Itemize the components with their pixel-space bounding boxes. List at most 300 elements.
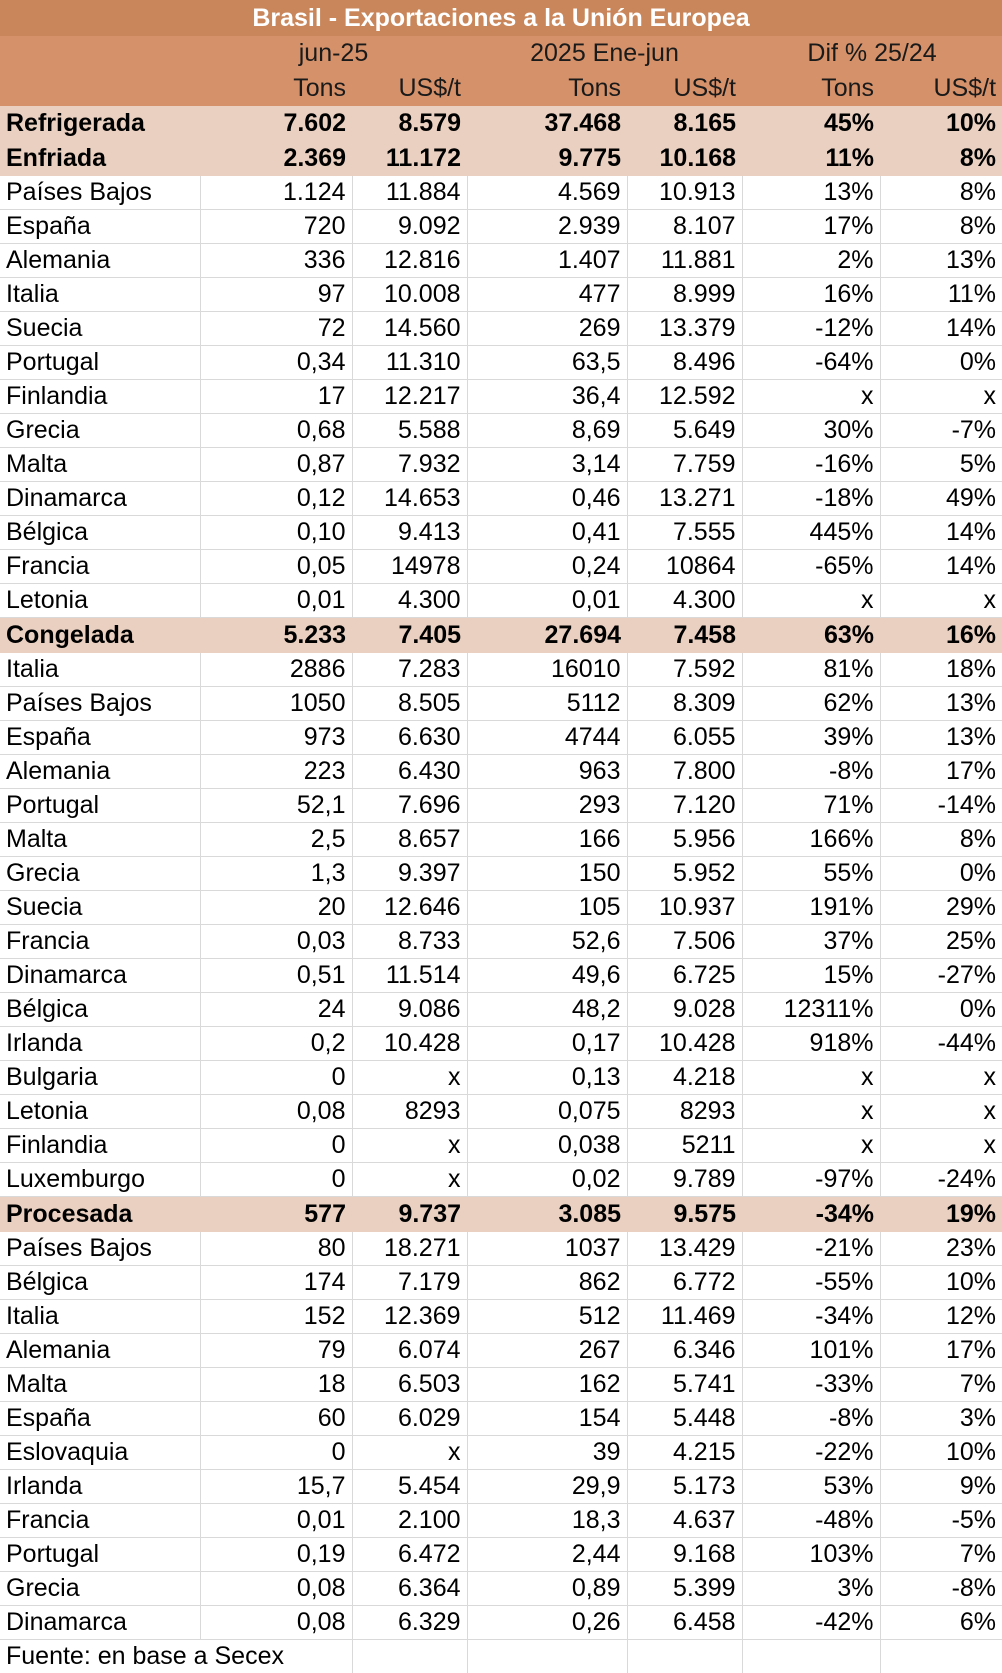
- period-header-row: [0, 36, 1002, 71]
- ytd-usd-per-ton: 8.999: [627, 278, 742, 312]
- ytd-usd-per-ton: 7.120: [627, 789, 742, 823]
- country-name: Italia: [0, 278, 200, 312]
- country-name: Malta: [0, 823, 200, 857]
- diff-tons: -16%: [742, 448, 880, 482]
- ytd-usd-per-ton: 4.215: [627, 1436, 742, 1470]
- diff-usd-per-ton: -44%: [880, 1027, 1002, 1061]
- ytd-tons: 0,46: [467, 482, 627, 516]
- diff-usd-per-ton: 14%: [880, 516, 1002, 550]
- diff-usd-per-ton: x: [880, 1061, 1002, 1095]
- jun-tons: 0,08: [200, 1572, 352, 1606]
- ytd-usd-per-ton: 4.300: [627, 584, 742, 618]
- jun-tons: 17: [200, 380, 352, 414]
- jun-tons: 0,87: [200, 448, 352, 482]
- footer-cell: [352, 1640, 467, 1673]
- jun-usd-per-ton: 9.397: [352, 857, 467, 891]
- table-row: [0, 789, 1002, 823]
- jun-tons: 1.124: [200, 176, 352, 210]
- diff-usd-per-ton: x: [880, 584, 1002, 618]
- diff-tons: 103%: [742, 1538, 880, 1572]
- jun-usd-per-ton: 9.092: [352, 210, 467, 244]
- ytd-tons: 0,89: [467, 1572, 627, 1606]
- diff-tons: -65%: [742, 550, 880, 584]
- diff-usd-per-ton: 7%: [880, 1538, 1002, 1572]
- diff-usd-per-ton: -5%: [880, 1504, 1002, 1538]
- table-row: [0, 891, 1002, 925]
- jun-tons: 223: [200, 755, 352, 789]
- jun-tons: 720: [200, 210, 352, 244]
- jun-tons: 0,10: [200, 516, 352, 550]
- ytd-tons: 0,24: [467, 550, 627, 584]
- diff-tons: 71%: [742, 789, 880, 823]
- diff-tons: -8%: [742, 1402, 880, 1436]
- diff-usd-per-ton: 8%: [880, 141, 1002, 176]
- ytd-usd-per-ton: 5211: [627, 1129, 742, 1163]
- footer-cell: [467, 1640, 627, 1673]
- ytd-tons: 16010: [467, 653, 627, 687]
- ytd-tons: 39: [467, 1436, 627, 1470]
- jun-usd-per-ton: 2.100: [352, 1504, 467, 1538]
- jun-usd-per-ton: 6.630: [352, 721, 467, 755]
- ytd-tons: 862: [467, 1266, 627, 1300]
- jun-tons: 0,01: [200, 584, 352, 618]
- table-row: [0, 1538, 1002, 1572]
- table-row: [0, 1027, 1002, 1061]
- ytd-usd-per-ton: 7.592: [627, 653, 742, 687]
- jun-usd-per-ton: 10.428: [352, 1027, 467, 1061]
- table-row: [0, 687, 1002, 721]
- ytd-tons: 0,17: [467, 1027, 627, 1061]
- jun-tons: 2.369: [200, 141, 352, 176]
- diff-tons: -12%: [742, 312, 880, 346]
- ytd-usd-per-ton: 10864: [627, 550, 742, 584]
- ytd-tons: 3,14: [467, 448, 627, 482]
- diff-tons: x: [742, 1095, 880, 1129]
- header-usd-per-ton: US$/t: [880, 71, 1002, 106]
- table-row: [0, 414, 1002, 448]
- jun-tons: 0,08: [200, 1606, 352, 1640]
- ytd-usd-per-ton: 5.173: [627, 1470, 742, 1504]
- ytd-usd-per-ton: 7.458: [627, 618, 742, 654]
- diff-tons: -8%: [742, 755, 880, 789]
- table-row: [0, 721, 1002, 755]
- diff-tons: 11%: [742, 141, 880, 176]
- diff-usd-per-ton: 8%: [880, 210, 1002, 244]
- ytd-tons: 269: [467, 312, 627, 346]
- jun-tons: 0,68: [200, 414, 352, 448]
- diff-tons: 918%: [742, 1027, 880, 1061]
- source-note: Fuente: en base a Secex: [0, 1640, 352, 1673]
- diff-tons: x: [742, 380, 880, 414]
- diff-usd-per-ton: -7%: [880, 414, 1002, 448]
- ytd-usd-per-ton: 5.649: [627, 414, 742, 448]
- ytd-usd-per-ton: 7.555: [627, 516, 742, 550]
- ytd-tons: 3.085: [467, 1197, 627, 1233]
- jun-usd-per-ton: 6.074: [352, 1334, 467, 1368]
- jun-tons: 0: [200, 1163, 352, 1197]
- jun-usd-per-ton: 11.514: [352, 959, 467, 993]
- jun-usd-per-ton: 18.271: [352, 1232, 467, 1266]
- country-name: Dinamarca: [0, 482, 200, 516]
- country-name: Portugal: [0, 789, 200, 823]
- table-row: [0, 1334, 1002, 1368]
- table-row: [0, 1300, 1002, 1334]
- jun-usd-per-ton: 4.300: [352, 584, 467, 618]
- diff-tons: 13%: [742, 176, 880, 210]
- header-period-diff: Dif % 25/24: [742, 36, 1002, 71]
- table-row: [0, 1368, 1002, 1402]
- ytd-usd-per-ton: 10.168: [627, 141, 742, 176]
- country-name: Países Bajos: [0, 687, 200, 721]
- country-name: Portugal: [0, 346, 200, 380]
- table-row: [0, 380, 1002, 414]
- jun-tons: 97: [200, 278, 352, 312]
- ytd-usd-per-ton: 9.168: [627, 1538, 742, 1572]
- country-name: Irlanda: [0, 1470, 200, 1504]
- diff-usd-per-ton: x: [880, 380, 1002, 414]
- title-row: [0, 0, 1002, 36]
- jun-usd-per-ton: 12.816: [352, 244, 467, 278]
- country-name: Italia: [0, 653, 200, 687]
- jun-tons: 0,01: [200, 1504, 352, 1538]
- ytd-usd-per-ton: 13.429: [627, 1232, 742, 1266]
- country-name: Dinamarca: [0, 959, 200, 993]
- table-row: [0, 993, 1002, 1027]
- category-row: [0, 106, 1002, 141]
- diff-tons: 166%: [742, 823, 880, 857]
- ytd-tons: 0,02: [467, 1163, 627, 1197]
- footer-row: [0, 1640, 1002, 1673]
- table-row: [0, 1436, 1002, 1470]
- country-name: España: [0, 1402, 200, 1436]
- ytd-tons: 63,5: [467, 346, 627, 380]
- header-blank: [0, 71, 200, 106]
- diff-tons: -34%: [742, 1300, 880, 1334]
- jun-usd-per-ton: 8293: [352, 1095, 467, 1129]
- diff-usd-per-ton: x: [880, 1129, 1002, 1163]
- ytd-tons: 36,4: [467, 380, 627, 414]
- country-name: Países Bajos: [0, 176, 200, 210]
- jun-tons: 1,3: [200, 857, 352, 891]
- jun-tons: 0,03: [200, 925, 352, 959]
- jun-usd-per-ton: 12.646: [352, 891, 467, 925]
- header-tons: Tons: [742, 71, 880, 106]
- diff-usd-per-ton: 12%: [880, 1300, 1002, 1334]
- jun-tons: 20: [200, 891, 352, 925]
- country-name: Alemania: [0, 755, 200, 789]
- jun-tons: 2,5: [200, 823, 352, 857]
- diff-usd-per-ton: 0%: [880, 857, 1002, 891]
- jun-tons: 1050: [200, 687, 352, 721]
- ytd-usd-per-ton: 13.379: [627, 312, 742, 346]
- table-row: [0, 550, 1002, 584]
- diff-usd-per-ton: 25%: [880, 925, 1002, 959]
- jun-usd-per-ton: 11.884: [352, 176, 467, 210]
- jun-usd-per-ton: 8.505: [352, 687, 467, 721]
- ytd-tons: 162: [467, 1368, 627, 1402]
- jun-usd-per-ton: 7.405: [352, 618, 467, 654]
- ytd-usd-per-ton: 6.346: [627, 1334, 742, 1368]
- ytd-usd-per-ton: 6.458: [627, 1606, 742, 1640]
- jun-usd-per-ton: x: [352, 1163, 467, 1197]
- jun-usd-per-ton: 8.733: [352, 925, 467, 959]
- ytd-usd-per-ton: 5.448: [627, 1402, 742, 1436]
- footer-cell: [880, 1640, 1002, 1673]
- country-name: Finlandia: [0, 380, 200, 414]
- ytd-usd-per-ton: 5.956: [627, 823, 742, 857]
- jun-tons: 0,2: [200, 1027, 352, 1061]
- country-name: Luxemburgo: [0, 1163, 200, 1197]
- ytd-tons: 8,69: [467, 414, 627, 448]
- diff-usd-per-ton: 17%: [880, 755, 1002, 789]
- jun-tons: 80: [200, 1232, 352, 1266]
- diff-usd-per-ton: 11%: [880, 278, 1002, 312]
- ytd-tons: 0,41: [467, 516, 627, 550]
- jun-usd-per-ton: 7.283: [352, 653, 467, 687]
- diff-usd-per-ton: 9%: [880, 1470, 1002, 1504]
- diff-usd-per-ton: 3%: [880, 1402, 1002, 1436]
- country-name: Bélgica: [0, 516, 200, 550]
- ytd-tons: 2,44: [467, 1538, 627, 1572]
- country-name: Malta: [0, 448, 200, 482]
- diff-usd-per-ton: 8%: [880, 176, 1002, 210]
- country-name: Grecia: [0, 1572, 200, 1606]
- country-name: Alemania: [0, 1334, 200, 1368]
- table-row: [0, 448, 1002, 482]
- diff-tons: 101%: [742, 1334, 880, 1368]
- jun-usd-per-ton: 9.086: [352, 993, 467, 1027]
- ytd-usd-per-ton: 10.428: [627, 1027, 742, 1061]
- table-row: [0, 482, 1002, 516]
- jun-tons: 15,7: [200, 1470, 352, 1504]
- country-name: Bélgica: [0, 1266, 200, 1300]
- footer-cell: [627, 1640, 742, 1673]
- table-row: [0, 1129, 1002, 1163]
- ytd-tons: 1037: [467, 1232, 627, 1266]
- jun-usd-per-ton: 6.029: [352, 1402, 467, 1436]
- jun-usd-per-ton: 6.364: [352, 1572, 467, 1606]
- table-row: [0, 1504, 1002, 1538]
- table-row: [0, 1402, 1002, 1436]
- table-row: [0, 312, 1002, 346]
- ytd-usd-per-ton: 6.725: [627, 959, 742, 993]
- diff-usd-per-ton: 5%: [880, 448, 1002, 482]
- country-name: Países Bajos: [0, 1232, 200, 1266]
- table-row: [0, 925, 1002, 959]
- ytd-tons: 512: [467, 1300, 627, 1334]
- diff-tons: 45%: [742, 106, 880, 141]
- diff-usd-per-ton: 29%: [880, 891, 1002, 925]
- ytd-tons: 0,26: [467, 1606, 627, 1640]
- jun-tons: 0,08: [200, 1095, 352, 1129]
- diff-tons: 16%: [742, 278, 880, 312]
- table-row: [0, 516, 1002, 550]
- unit-header-row: [0, 71, 1002, 106]
- ytd-tons: 18,3: [467, 1504, 627, 1538]
- table-row: [0, 278, 1002, 312]
- ytd-tons: 4.569: [467, 176, 627, 210]
- jun-usd-per-ton: 5.454: [352, 1470, 467, 1504]
- jun-tons: 72: [200, 312, 352, 346]
- country-name: Bulgaria: [0, 1061, 200, 1095]
- ytd-usd-per-ton: 4.218: [627, 1061, 742, 1095]
- category-row: [0, 141, 1002, 176]
- diff-tons: -18%: [742, 482, 880, 516]
- table-row: [0, 210, 1002, 244]
- ytd-tons: 267: [467, 1334, 627, 1368]
- table-row: [0, 1095, 1002, 1129]
- diff-usd-per-ton: 8%: [880, 823, 1002, 857]
- jun-usd-per-ton: 5.588: [352, 414, 467, 448]
- diff-tons: 3%: [742, 1572, 880, 1606]
- diff-usd-per-ton: 14%: [880, 550, 1002, 584]
- country-name: España: [0, 210, 200, 244]
- jun-usd-per-ton: 12.369: [352, 1300, 467, 1334]
- diff-usd-per-ton: 13%: [880, 721, 1002, 755]
- jun-tons: 0: [200, 1436, 352, 1470]
- ytd-usd-per-ton: 11.881: [627, 244, 742, 278]
- ytd-usd-per-ton: 7.759: [627, 448, 742, 482]
- jun-usd-per-ton: 8.657: [352, 823, 467, 857]
- ytd-tons: 154: [467, 1402, 627, 1436]
- table-row: [0, 1572, 1002, 1606]
- jun-tons: 336: [200, 244, 352, 278]
- country-name: Dinamarca: [0, 1606, 200, 1640]
- table-row: [0, 176, 1002, 210]
- ytd-usd-per-ton: 6.055: [627, 721, 742, 755]
- ytd-tons: 0,038: [467, 1129, 627, 1163]
- country-name: Finlandia: [0, 1129, 200, 1163]
- diff-usd-per-ton: 14%: [880, 312, 1002, 346]
- diff-tons: -34%: [742, 1197, 880, 1233]
- ytd-tons: 477: [467, 278, 627, 312]
- jun-tons: 52,1: [200, 789, 352, 823]
- table-row: [0, 1232, 1002, 1266]
- table-row: [0, 244, 1002, 278]
- jun-usd-per-ton: x: [352, 1436, 467, 1470]
- ytd-usd-per-ton: 8293: [627, 1095, 742, 1129]
- country-name: Bélgica: [0, 993, 200, 1027]
- jun-usd-per-ton: 11.310: [352, 346, 467, 380]
- ytd-tons: 166: [467, 823, 627, 857]
- diff-tons: -64%: [742, 346, 880, 380]
- country-name: Francia: [0, 925, 200, 959]
- diff-tons: x: [742, 1129, 880, 1163]
- ytd-usd-per-ton: 7.506: [627, 925, 742, 959]
- ytd-tons: 0,01: [467, 584, 627, 618]
- diff-tons: 81%: [742, 653, 880, 687]
- diff-tons: 30%: [742, 414, 880, 448]
- ytd-tons: 29,9: [467, 1470, 627, 1504]
- country-name: Francia: [0, 1504, 200, 1538]
- jun-tons: 60: [200, 1402, 352, 1436]
- jun-usd-per-ton: x: [352, 1061, 467, 1095]
- jun-usd-per-ton: 6.430: [352, 755, 467, 789]
- footer-cell: [742, 1640, 880, 1673]
- ytd-usd-per-ton: 10.913: [627, 176, 742, 210]
- country-name: Alemania: [0, 244, 200, 278]
- jun-usd-per-ton: 6.329: [352, 1606, 467, 1640]
- diff-tons: 445%: [742, 516, 880, 550]
- category-name: Procesada: [0, 1197, 200, 1233]
- country-name: Grecia: [0, 857, 200, 891]
- ytd-usd-per-ton: 12.592: [627, 380, 742, 414]
- ytd-tons: 963: [467, 755, 627, 789]
- diff-usd-per-ton: 10%: [880, 1436, 1002, 1470]
- ytd-tons: 9.775: [467, 141, 627, 176]
- diff-tons: 63%: [742, 618, 880, 654]
- diff-tons: 12311%: [742, 993, 880, 1027]
- jun-tons: 2886: [200, 653, 352, 687]
- category-name: Enfriada: [0, 141, 200, 176]
- diff-usd-per-ton: -27%: [880, 959, 1002, 993]
- jun-usd-per-ton: 12.217: [352, 380, 467, 414]
- ytd-usd-per-ton: 4.637: [627, 1504, 742, 1538]
- diff-tons: 39%: [742, 721, 880, 755]
- table-row: [0, 1163, 1002, 1197]
- ytd-tons: 105: [467, 891, 627, 925]
- table-row: [0, 1266, 1002, 1300]
- table-row: [0, 1061, 1002, 1095]
- diff-usd-per-ton: 23%: [880, 1232, 1002, 1266]
- jun-tons: 0: [200, 1129, 352, 1163]
- jun-usd-per-ton: 10.008: [352, 278, 467, 312]
- diff-usd-per-ton: 18%: [880, 653, 1002, 687]
- country-name: Suecia: [0, 312, 200, 346]
- ytd-usd-per-ton: 8.107: [627, 210, 742, 244]
- category-row: [0, 618, 1002, 654]
- diff-tons: 55%: [742, 857, 880, 891]
- diff-usd-per-ton: 13%: [880, 687, 1002, 721]
- diff-usd-per-ton: 7%: [880, 1368, 1002, 1402]
- header-usd-per-ton: US$/t: [352, 71, 467, 106]
- table-row: [0, 584, 1002, 618]
- diff-usd-per-ton: 16%: [880, 618, 1002, 654]
- category-row: [0, 1197, 1002, 1233]
- ytd-usd-per-ton: 13.271: [627, 482, 742, 516]
- table-row: [0, 653, 1002, 687]
- diff-tons: -55%: [742, 1266, 880, 1300]
- diff-tons: -48%: [742, 1504, 880, 1538]
- diff-tons: 17%: [742, 210, 880, 244]
- ytd-usd-per-ton: 5.952: [627, 857, 742, 891]
- ytd-usd-per-ton: 9.575: [627, 1197, 742, 1233]
- ytd-usd-per-ton: 8.496: [627, 346, 742, 380]
- diff-usd-per-ton: x: [880, 1095, 1002, 1129]
- jun-usd-per-ton: 8.579: [352, 106, 467, 141]
- diff-tons: -33%: [742, 1368, 880, 1402]
- ytd-tons: 5112: [467, 687, 627, 721]
- ytd-usd-per-ton: 5.399: [627, 1572, 742, 1606]
- jun-usd-per-ton: 9.413: [352, 516, 467, 550]
- jun-tons: 0,12: [200, 482, 352, 516]
- jun-usd-per-ton: 14.560: [352, 312, 467, 346]
- ytd-usd-per-ton: 7.800: [627, 755, 742, 789]
- diff-tons: -42%: [742, 1606, 880, 1640]
- table-title: Brasil - Exportaciones a la Unión Europea: [0, 0, 1002, 36]
- diff-usd-per-ton: 10%: [880, 1266, 1002, 1300]
- ytd-usd-per-ton: 8.165: [627, 106, 742, 141]
- ytd-usd-per-ton: 6.772: [627, 1266, 742, 1300]
- diff-usd-per-ton: 10%: [880, 106, 1002, 141]
- ytd-tons: 27.694: [467, 618, 627, 654]
- country-name: Eslovaquia: [0, 1436, 200, 1470]
- jun-usd-per-ton: 7.932: [352, 448, 467, 482]
- diff-usd-per-ton: -8%: [880, 1572, 1002, 1606]
- ytd-tons: 37.468: [467, 106, 627, 141]
- diff-usd-per-ton: 49%: [880, 482, 1002, 516]
- diff-tons: 15%: [742, 959, 880, 993]
